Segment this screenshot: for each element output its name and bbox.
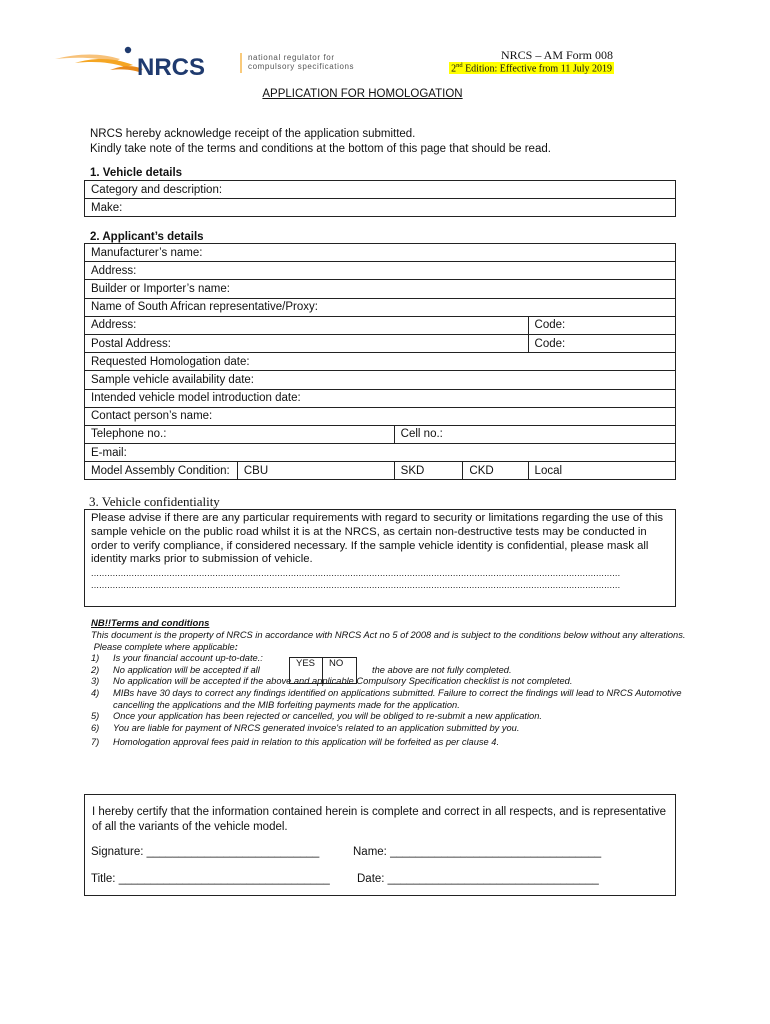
- postal-address-field[interactable]: Postal Address:: [85, 334, 529, 352]
- email-field[interactable]: E-mail:: [85, 444, 676, 462]
- confidentiality-heading: 3. Vehicle confidentiality: [89, 494, 220, 509]
- category-field[interactable]: Category and description:: [85, 181, 676, 199]
- term-text: Once your application has been rejected or cancelled, you will be obliged to re-submit a new application.: [113, 711, 542, 722]
- term-text: No application will be accepted if the above and applicable Compulsory Specification checklist is not completed.: [113, 676, 573, 687]
- logo-acronym: NRCS: [137, 54, 206, 81]
- terms-please: [91, 642, 691, 654]
- term-text: No application will be accepted if all: [113, 664, 260, 675]
- signature-field[interactable]: Signature: ___________________________: [91, 846, 320, 858]
- edition-note: [449, 62, 614, 74]
- form-code: NRCS – AM Form 008: [500, 48, 613, 62]
- term-text: MIBs have 30 days to correct any findings identified on applications submitted. Failure to correct the findings will lead to NRCS Automotive cancelling the applications and the MIB forfeiting payments made for the application.: [113, 687, 682, 710]
- assembly-skd-option[interactable]: SKD: [394, 462, 463, 480]
- address-field[interactable]: Address:: [85, 262, 676, 280]
- date-field[interactable]: Date: _________________________________: [357, 873, 599, 885]
- rep-address-field[interactable]: Address:: [85, 316, 529, 334]
- confidentiality-line-2[interactable]: ....................................................................................................................................................................................................: [91, 580, 621, 591]
- term-text: You are liable for payment of NRCS generated invoice's related to an application submitted by you.: [113, 722, 520, 733]
- terms-please-text: Please complete where applicable: [93, 641, 235, 652]
- requested-date-field[interactable]: Requested Homologation date:: [85, 353, 676, 371]
- terms-heading: NB!!Terms and conditions: [91, 618, 210, 629]
- terms-intro: This document is the property of NRCS in accordance with NRCS Act no 5 of 2008 and is subject to the conditions below without any alterations.: [91, 630, 686, 640]
- term-item: [91, 665, 691, 677]
- sample-date-field[interactable]: Sample vehicle availability date:: [85, 371, 676, 389]
- term-text: Is your financial account up-to-date.:: [113, 653, 263, 664]
- term-item: [91, 711, 691, 723]
- term-number: 4): [91, 687, 100, 698]
- vehicle-details-heading: 1. Vehicle details: [90, 167, 183, 179]
- term-text: Homologation approval fees paid in relation to this application will be forfeited as per clause 4.: [113, 737, 500, 748]
- term-item: [91, 737, 691, 749]
- applicant-details-table: [84, 243, 676, 480]
- assembly-local-option[interactable]: Local: [528, 462, 675, 480]
- term-item: [91, 653, 691, 665]
- logo-tagline-line1: national regulator for: [248, 53, 335, 62]
- manufacturer-field[interactable]: Manufacturer’s name:: [85, 244, 676, 262]
- logo-tagline-line2: compulsory specifications: [248, 62, 355, 71]
- cell-field[interactable]: Cell no.:: [394, 425, 675, 443]
- confidentiality-text: Please advise if there are any particular requirements with regard to security or limitations regarding the use of this sample vehicle on the public road whilst it is at the NRCS, as certain non-destructive tests may be conducted in order to verify compliance, if considered necessary. If the sample vehicle identity is confidential, please mask all identity marks prior to submission of vehicle.: [91, 512, 664, 566]
- certification-text: I hereby certify that the information contained herein is complete and correct in all respects, and is representative of all the variants of the vehicle model.: [92, 806, 667, 833]
- make-field[interactable]: Make:: [85, 199, 676, 217]
- contact-person-field[interactable]: Contact person’s name:: [85, 407, 676, 425]
- assembly-ckd-option[interactable]: CKD: [463, 462, 528, 480]
- term-number: 5): [91, 711, 100, 722]
- yes-checkbox[interactable]: YES: [290, 658, 323, 684]
- introduction-date-field[interactable]: Intended vehicle model introduction date:: [85, 389, 676, 407]
- edition-number: 2: [451, 63, 457, 75]
- edition-text: Edition: Effective from 11 July 2019: [462, 63, 612, 75]
- assembly-cbu-option[interactable]: CBU: [237, 462, 394, 480]
- title-field[interactable]: Title: _________________________________: [91, 873, 330, 885]
- builder-field[interactable]: Builder or Importer’s name:: [85, 280, 676, 298]
- term-item: [91, 723, 691, 735]
- assembly-condition-label: Model Assembly Condition:: [85, 462, 238, 480]
- vehicle-details-table: [84, 180, 676, 217]
- name-field[interactable]: Name: _________________________________: [353, 846, 602, 858]
- terms-please-colon: :: [234, 641, 238, 652]
- postal-code-field[interactable]: Code:: [528, 334, 675, 352]
- telephone-field[interactable]: Telephone no.:: [85, 425, 395, 443]
- logo-tagline: [248, 53, 354, 71]
- terms-list: [91, 630, 691, 749]
- term-text-continued: the above are not fully completed.: [372, 664, 512, 675]
- term-number: 2): [91, 664, 100, 675]
- no-checkbox[interactable]: NO: [323, 658, 357, 684]
- intro-text: [90, 127, 551, 157]
- intro-line-1: NRCS hereby acknowledge receipt of the application submitted.: [90, 128, 416, 140]
- representative-field[interactable]: Name of South African representative/Proxy:: [85, 298, 676, 316]
- term-item: [91, 676, 691, 688]
- confidentiality-line-1[interactable]: ....................................................................................................................................................................................................: [91, 568, 621, 579]
- term-number: 1): [91, 653, 100, 664]
- confidentiality-box: [84, 509, 676, 607]
- intro-line-2: Kindly take note of the terms and conditions at the bottom of this page that should be read.: [90, 143, 551, 155]
- rep-code-field[interactable]: Code:: [528, 316, 675, 334]
- term-number: 6): [91, 722, 100, 733]
- term-item: [91, 688, 691, 711]
- applicant-details-heading: 2. Applicant’s details: [90, 231, 204, 243]
- financial-account-yes-no: [289, 657, 357, 684]
- term-number: 3): [91, 676, 100, 687]
- edition-suffix: nd: [456, 62, 463, 69]
- page-title: APPLICATION FOR HOMOLOGATION: [262, 88, 463, 100]
- term-number: 7): [91, 737, 100, 748]
